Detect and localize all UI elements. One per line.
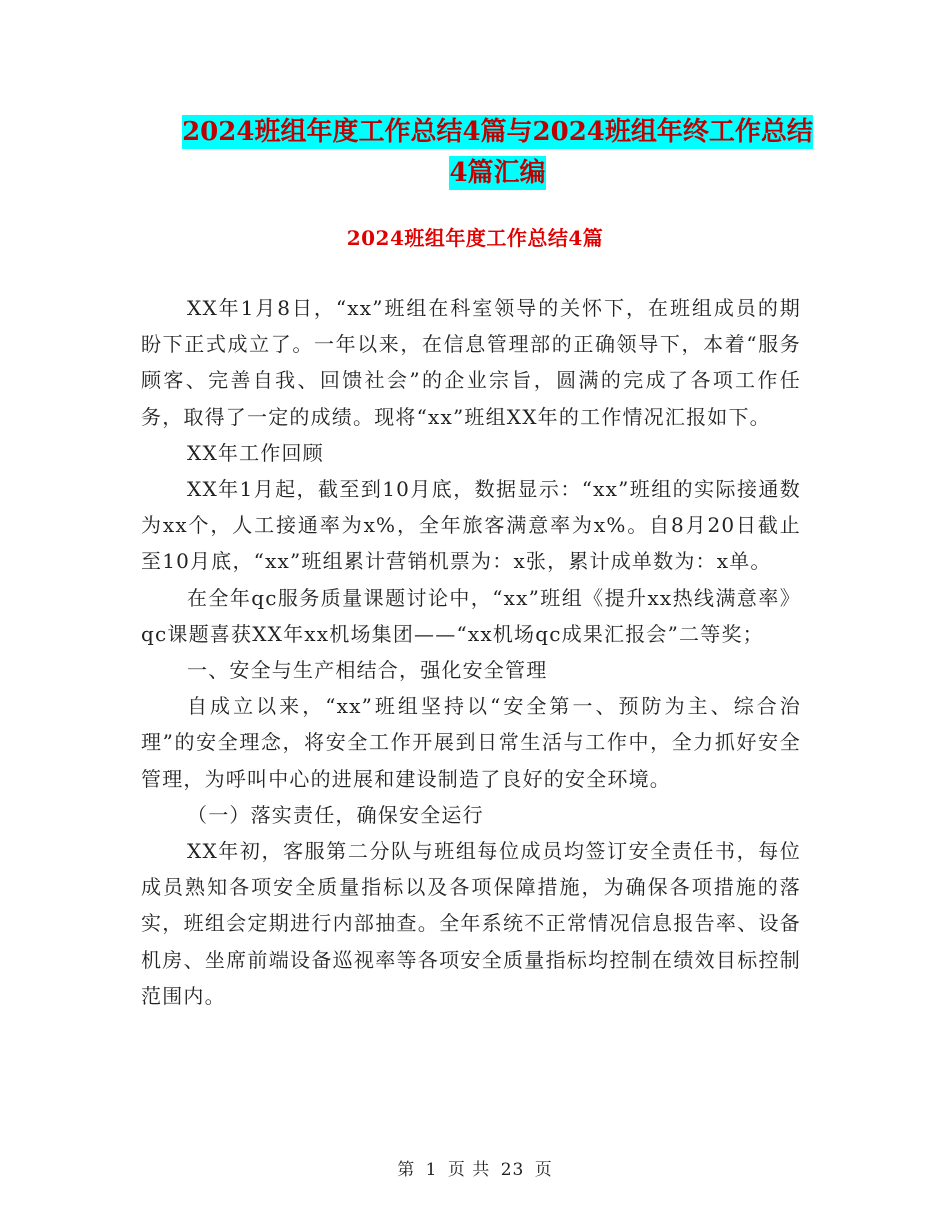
document-title	[140, 112, 855, 194]
document-body	[141, 290, 801, 1014]
footer-total-pages: 23	[500, 1160, 525, 1180]
section-title: 2024班组年度工作总结4篇	[346, 226, 604, 250]
footer-label-pages: 页	[534, 1160, 553, 1180]
paragraph-review-heading: XX年工作回顾	[187, 440, 324, 465]
paragraph-safety: 自成立以来，“xx”班组坚持以“安全第一、预防为主、综合治理”的安全理念，将安全工作开展到日常生活与工作中，全力抓好安全管理，为呼叫中心的进展和建设制造了良好的安全环境。	[141, 694, 801, 791]
page-footer	[0, 1155, 950, 1180]
footer-current-page: 1	[425, 1160, 438, 1180]
footer-label-of: 页 共	[447, 1160, 491, 1180]
paragraph-qc-award: 在全年qc服务质量课题讨论中，“xx”班组《提升xx热线满意率》qc课题喜获XX年xx机场集团——“xx机场qc成果汇报会”二等奖；	[141, 585, 801, 646]
paragraph-heading-safety: 一、安全与生产相结合，强化安全管理	[187, 658, 548, 683]
paragraph-responsibility: XX年初，客服第二分队与班组每位成员均签订安全责任书，每位成员熟知各项安全质量指标以及各项保障措施，为确保各项措施的落实，班组会定期进行内部抽查。全年系统不正常情况信息报告率、设备机房、坐席前端设备巡视率等各项安全质量指标均控制在绩效目标控制范围内。	[141, 839, 801, 1008]
footer-label-page: 第	[397, 1160, 416, 1180]
paragraph-data: XX年1月起，截至到10月底，数据显示：“xx”班组的实际接通数为xx个，人工接通率为x%，全年旅客满意率为x%。自8月20日截止至10月底，“xx”班组累计营销机票为：x张，累计成单数为：x单。	[141, 477, 801, 574]
paragraph-intro: XX年1月8日，“xx”班组在科室领导的关怀下，在班组成员的期盼下正式成立了。一年以来，在信息管理部的正确领导下，本着“服务顾客、完善自我、回馈社会”的企业宗旨，圆满的完成了各项工作任务，取得了一定的成绩。现将“xx”班组XX年的工作情况汇报如下。	[141, 296, 801, 429]
document-title-line2: 4篇汇编	[449, 158, 546, 188]
paragraph-subheading-responsibility: （一）落实责任，确保安全运行	[187, 802, 484, 827]
document-title-line1: 2024班组年度工作总结4篇与2024班组年终工作总结	[182, 117, 813, 147]
